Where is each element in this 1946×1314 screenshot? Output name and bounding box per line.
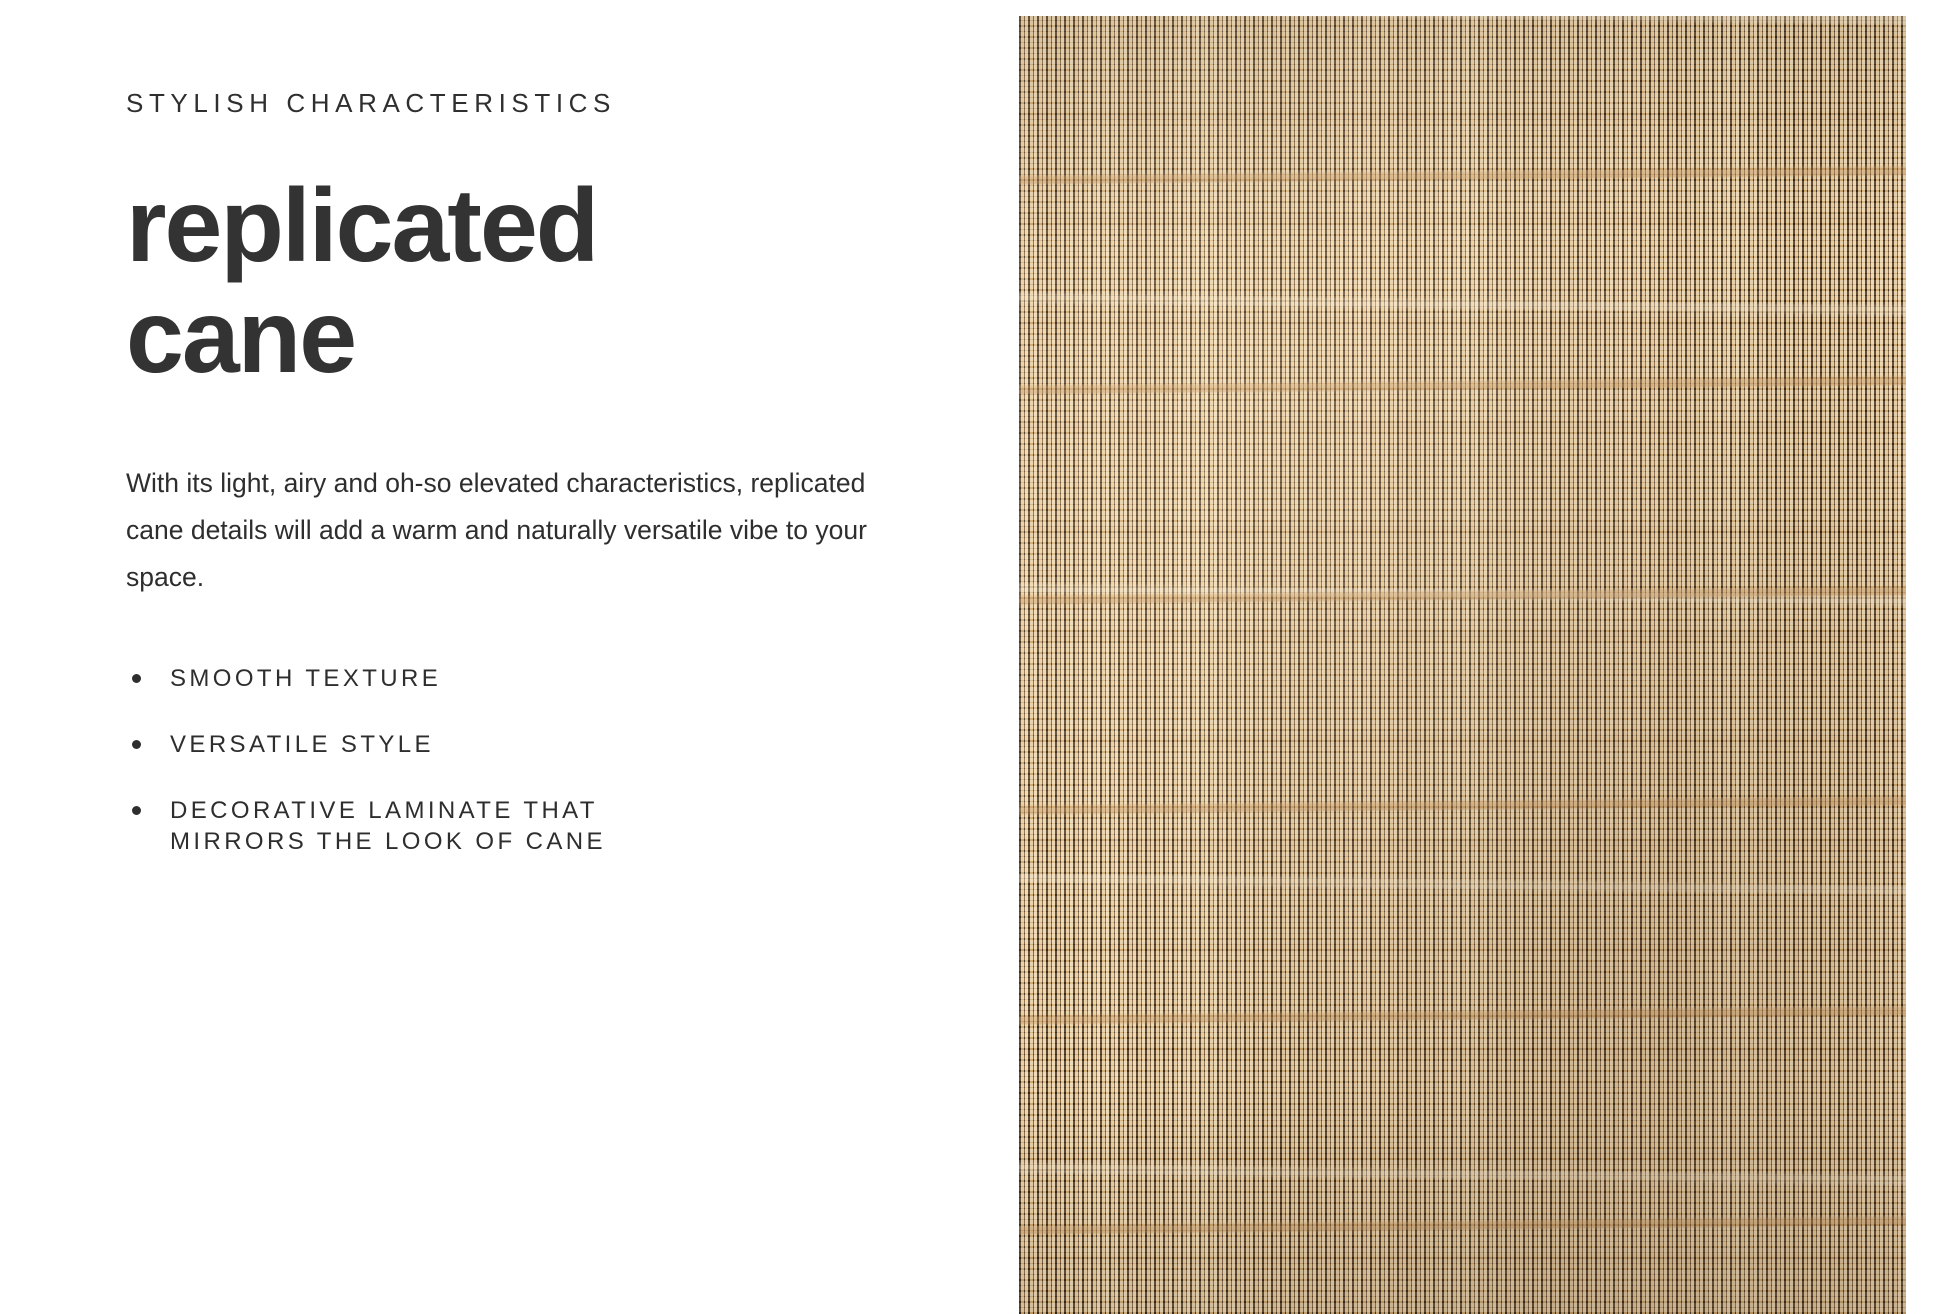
body-paragraph: With its light, airy and oh-so elevated characteristics, replicated cane details will add a warm and naturally versatile vibe to your space.: [126, 467, 867, 593]
feature-label-continued: MIRRORS THE LOOK OF CANE: [170, 828, 606, 856]
text-panel: [0, 0, 979, 1298]
bullet-icon: [132, 740, 141, 749]
bullet-icon: [132, 806, 141, 815]
feature-label: DECORATIVE LAMINATE THAT: [170, 796, 598, 824]
bullet-icon: [132, 674, 141, 683]
list-item: [126, 663, 979, 695]
list-item: [126, 729, 979, 761]
feature-label: VERSATILE STYLE: [170, 730, 434, 758]
feature-list: [126, 663, 979, 858]
feature-label: SMOOTH TEXTURE: [170, 665, 442, 693]
texture-shading-layer: [1019, 16, 1906, 1314]
page-title-line-1: replicated: [126, 168, 598, 285]
page-title: [126, 168, 766, 396]
page-title-line-2: cane: [126, 279, 356, 396]
cane-texture-image: [1019, 16, 1906, 1314]
list-item: [126, 795, 979, 858]
eyebrow-label: STYLISH CHARACTERISTICS: [126, 88, 616, 118]
